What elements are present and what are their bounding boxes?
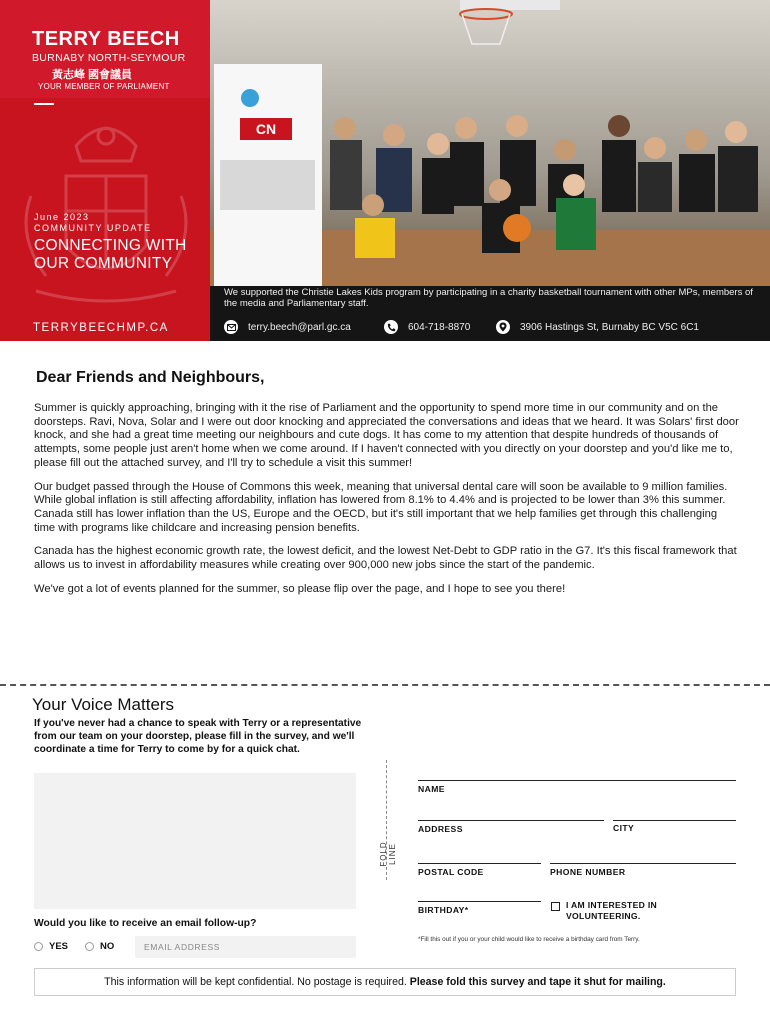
comment-box[interactable] [34,773,356,909]
postal-code-field-line[interactable] [418,863,541,864]
radio-circle-icon[interactable] [85,942,94,951]
mp-name: TERRY BEECH [32,28,180,50]
role-title: YOUR MEMBER OF PARLIAMENT [38,82,170,91]
name-field-line[interactable] [418,780,736,781]
phone-icon [384,320,398,334]
coat-of-arms-watermark [6,106,206,311]
chinese-title: 黃志峰 國會議員 [52,69,133,81]
survey-title: Your Voice Matters [32,695,175,714]
followup-yes-option[interactable] [34,941,68,952]
address-field-line[interactable] [418,820,604,821]
phone-field-label: PHONE NUMBER [550,867,626,877]
address-field-label: ADDRESS [418,824,463,834]
postal-code-field-label: POSTAL CODE [418,867,484,877]
accent-divider [34,103,54,105]
birthday-footnote: *Fill this out if you or your child would like to receive a birthday card from Terry. [418,936,640,943]
issue-type: COMMUNITY UPDATE [34,223,152,233]
followup-question: Would you like to receive an email follow-up? [34,918,257,929]
envelope-icon [224,320,238,334]
letter-body [34,402,740,606]
volunteer-label: I AM INTERESTED IN VOLUNTEERING. [566,900,658,921]
survey-intro: If you've never had a chance to speak with Terry or a representative from our team on your doorstep, please fill in the survey, and we'll coordinate a time for Terry to come by for a quick chat. [34,718,362,755]
tear-off-line [0,684,770,686]
contact-phone[interactable] [384,320,470,334]
letter-paragraph: We've got a lot of events planned for the summer, so please flip over the page, and I hope to see you there! [34,582,566,595]
newsletter-title-panel [0,98,210,316]
radio-circle-icon[interactable] [34,942,43,951]
photo-caption: We supported the Christie Lakes Kids program by participating in a charity basketball tournament with other MPs, members of the media and Parliamentary staff. [224,287,753,309]
letter-paragraph: Canada has the highest economic growth rate, the lowest deficit, and the lowest Net-Debt to GDP ratio in the G7. It's this fiscal framework that allows us to invest in affordability measures while creating over 900,000 new jobs since the start of the pandemic. [34,545,737,572]
issue-date: June 2023 [34,212,90,222]
letter-greeting: Dear Friends and Neighbours, [36,369,265,386]
location-pin-icon [496,320,510,334]
letter-paragraph: Our budget passed through the House of Commons this week, meaning that universal dental care will soon be available to 9 million families. While global inflation is still affecting affordability, inflation has lowered from 8.1% to 4.4% and is projected to be lower than 3% this summer. Canada still has lower inflation than the US, Europe and the OECD, but it's still important that we help families get through this challenging time with programs like childcare and increasing pension benefits. [34,480,728,534]
yes-label: YES [49,941,69,952]
contact-address[interactable] [496,320,699,334]
confidential-text: This information will be kept confidential. No postage is required. [104,976,410,988]
birthday-field-label: BIRTHDAY* [418,905,469,915]
name-field-label: NAME [418,784,445,794]
letter-paragraph: Summer is quickly approaching, bringing with it the rise of Parliament and the opportunity to spend more time in our community and on the doorsteps. Ravi, Nova, Solar and I were out door knocking and appreciated the conversations and ideas that we heard. It was Solars' first door knock, and she had a great time meeting our neighbours and cute dogs. It has come to my attention that despite hundreds of thousands of attempts, some people just aren't home when we come around. If I haven't connected with you directly on your doorstep and you'd like me to, please fill out the attached survey, and I'll try to schedule a visit this summer! [34,402,739,469]
basketball-team-photo [210,0,770,286]
contact-email[interactable] [224,320,351,334]
email-text: terry.beech@parl.gc.ca [248,321,351,333]
followup-no-option[interactable] [85,941,114,952]
website-link[interactable]: TERRYBEECHMP.CA [0,316,210,341]
no-label: NO [100,941,115,952]
phone-field-line[interactable] [550,863,736,864]
city-field-line[interactable] [613,820,736,821]
mailing-instruction: Please fold this survey and tape it shut for mailing. [409,976,666,988]
volunteer-checkbox[interactable] [551,902,560,911]
birthday-field-line[interactable] [418,901,541,902]
newsletter-headline: CONNECTING WITH OUR COMMUNITY [34,237,187,272]
svg-text:CN: CN [255,121,277,137]
city-field-label: CITY [613,823,635,833]
riding-name: BURNABY NORTH-SEYMOUR [32,52,186,64]
confidential-notice [34,968,736,996]
fold-line-label: FOLD LINE [379,841,397,867]
phone-text: 604-718-8870 [408,321,471,333]
address-text: 3906 Hastings St, Burnaby BC V5C 6C1 [520,321,699,333]
email-address-field[interactable]: EMAIL ADDRESS [135,936,356,958]
